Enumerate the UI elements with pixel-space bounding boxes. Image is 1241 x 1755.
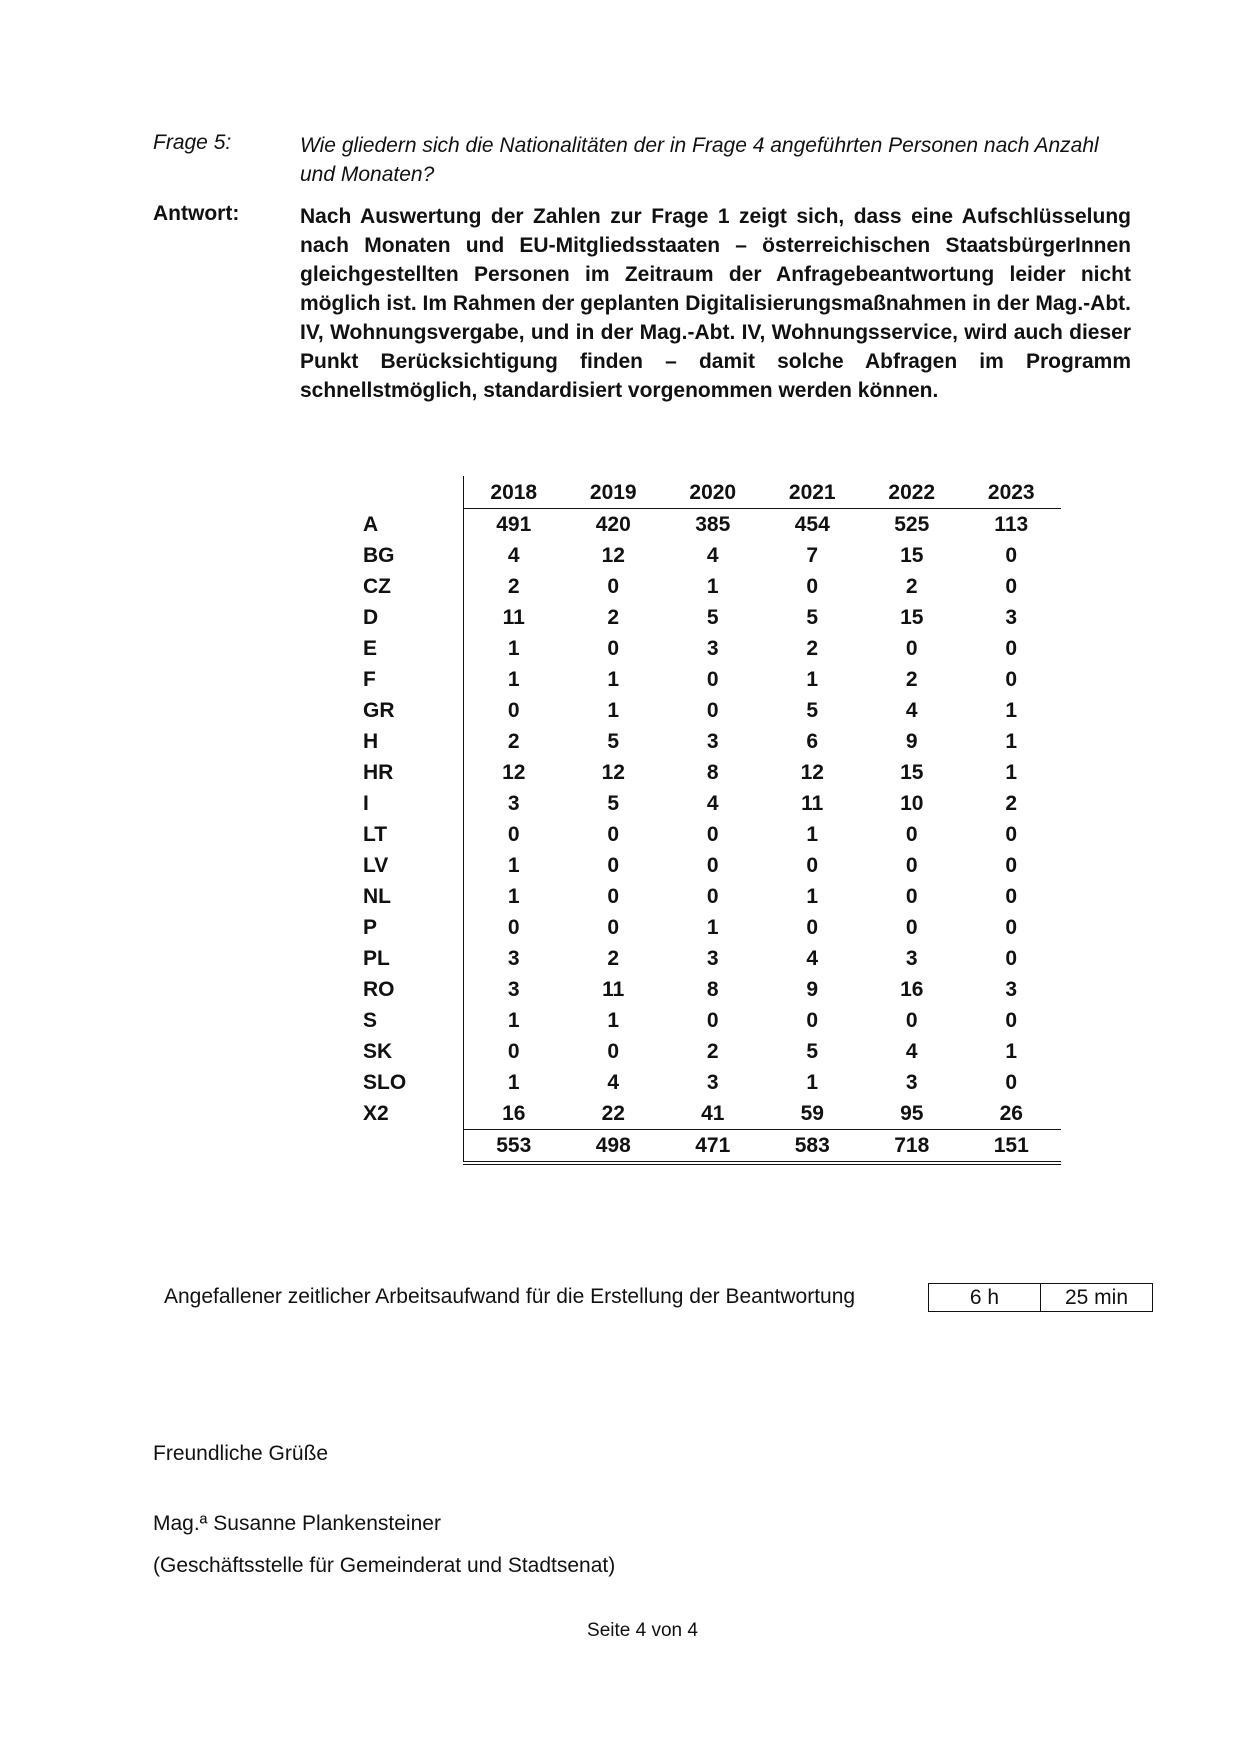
value-cell: 0 <box>806 854 819 877</box>
value-cell: 9 <box>905 730 918 753</box>
value-cell: 0 <box>607 823 620 846</box>
total-cell: 718 <box>862 1130 962 1164</box>
year-header: 2018 <box>464 476 564 509</box>
country-code-cell: D <box>363 606 379 629</box>
country-code-cell: GR <box>363 699 395 722</box>
value-cell: 1 <box>1005 1040 1018 1063</box>
value-cell: 0 <box>706 854 719 877</box>
value-cell: 3 <box>706 637 719 660</box>
value-cell: 0 <box>1005 575 1018 598</box>
table-row <box>355 540 1061 571</box>
value-cell: 0 <box>706 1009 719 1032</box>
table-row <box>355 912 1061 943</box>
effort-box <box>928 1283 1153 1312</box>
value-cell: 0 <box>464 912 564 943</box>
value-cell: 4 <box>706 544 719 567</box>
total-corner-cell <box>355 1130 464 1164</box>
signatory-office: (Geschäftsstelle für Gemeinderat und Stadtsenat) <box>153 1554 616 1577</box>
value-cell: 1 <box>806 823 819 846</box>
country-code-cell: PL <box>363 947 390 970</box>
value-cell: 0 <box>607 1040 620 1063</box>
country-code-cell: A <box>363 512 379 536</box>
value-cell: 0 <box>1005 947 1018 970</box>
table-row <box>355 633 1061 664</box>
value-cell: 5 <box>607 730 620 753</box>
value-cell: 1 <box>464 664 564 695</box>
value-cell: 0 <box>1005 544 1018 567</box>
signatory-name: Mag.ª Susanne Plankensteiner <box>153 1512 441 1535</box>
country-code-cell: LV <box>363 854 389 877</box>
value-cell: 0 <box>464 1036 564 1067</box>
table-row <box>355 943 1061 974</box>
value-cell: 0 <box>706 885 719 908</box>
value-cell: 1 <box>806 1071 819 1094</box>
total-cell: 498 <box>564 1130 664 1164</box>
table-row <box>355 509 1061 541</box>
value-cell: 0 <box>1005 637 1018 660</box>
value-cell: 11 <box>801 792 824 815</box>
value-cell: 0 <box>1005 668 1018 691</box>
table-corner-cell <box>355 476 464 509</box>
country-code-cell: SLO <box>363 1071 407 1094</box>
value-cell: 3 <box>706 1071 719 1094</box>
value-cell: 491 <box>464 509 564 541</box>
value-cell: 0 <box>706 699 719 722</box>
value-cell: 0 <box>806 1009 819 1032</box>
country-code-cell: RO <box>363 978 395 1001</box>
table-row <box>355 788 1061 819</box>
country-code-cell: S <box>363 1009 378 1032</box>
value-cell: 5 <box>607 792 620 815</box>
country-code-cell: SK <box>363 1040 393 1063</box>
nationality-table <box>355 476 1061 1165</box>
value-cell: 0 <box>706 668 719 691</box>
value-cell: 2 <box>905 575 918 598</box>
value-cell: 5 <box>706 606 719 629</box>
value-cell: 3 <box>464 943 564 974</box>
country-code-cell: HR <box>363 761 394 784</box>
value-cell: 454 <box>794 513 830 536</box>
country-code-cell: CZ <box>363 575 391 598</box>
value-cell: 0 <box>806 575 819 598</box>
value-cell: 4 <box>806 947 819 970</box>
value-cell: 12 <box>800 761 824 784</box>
table-row <box>355 819 1061 850</box>
value-cell: 0 <box>1005 823 1018 846</box>
value-cell: 2 <box>1005 792 1018 815</box>
table-row <box>355 850 1061 881</box>
total-cell: 471 <box>663 1130 763 1164</box>
country-code-cell: P <box>363 916 378 939</box>
value-cell: 2 <box>464 571 564 602</box>
value-cell: 11 <box>602 978 625 1001</box>
value-cell: 1 <box>607 1009 620 1032</box>
question-text: Wie gliedern sich die Nationalitäten der in Frage 4 angeführten Personen nach Anzahl und Monaten? <box>300 134 1099 186</box>
table-body <box>355 509 1061 1164</box>
value-cell: 0 <box>607 885 620 908</box>
value-cell: 0 <box>905 1009 918 1032</box>
year-header: 2022 <box>862 476 962 509</box>
value-cell: 0 <box>464 819 564 850</box>
value-cell: 7 <box>806 544 819 567</box>
value-cell: 15 <box>900 606 924 629</box>
value-cell: 0 <box>607 575 620 598</box>
value-cell: 1 <box>464 1005 564 1036</box>
page-number: Seite 4 von 4 <box>587 1620 698 1641</box>
value-cell: 420 <box>595 513 631 536</box>
value-cell: 2 <box>706 1040 719 1063</box>
value-cell: 26 <box>999 1102 1023 1125</box>
value-cell: 8 <box>706 761 719 784</box>
total-cell: 553 <box>464 1130 564 1164</box>
value-cell: 0 <box>607 916 620 939</box>
year-header: 2019 <box>564 476 664 509</box>
country-code-cell: NL <box>363 885 391 908</box>
value-cell: 2 <box>464 726 564 757</box>
table-row <box>355 695 1061 726</box>
value-cell: 2 <box>806 637 819 660</box>
value-cell: 16 <box>464 1098 564 1130</box>
value-cell: 1 <box>806 668 819 691</box>
value-cell: 5 <box>806 606 819 629</box>
value-cell: 6 <box>806 730 819 753</box>
total-cell: 151 <box>962 1130 1062 1164</box>
answer-label: Antwort: <box>153 202 240 225</box>
value-cell: 1 <box>1005 699 1018 722</box>
value-cell: 1 <box>607 699 620 722</box>
value-cell: 22 <box>601 1102 625 1125</box>
value-cell: 0 <box>464 695 564 726</box>
value-cell: 11 <box>464 602 564 633</box>
value-cell: 4 <box>464 540 564 571</box>
value-cell: 0 <box>806 916 819 939</box>
value-cell: 15 <box>900 761 924 784</box>
effort-hours: 6 h <box>969 1286 1000 1309</box>
value-cell: 3 <box>464 974 564 1005</box>
value-cell: 1 <box>464 881 564 912</box>
country-code-cell: X2 <box>363 1102 389 1126</box>
value-cell: 2 <box>607 947 620 970</box>
value-cell: 8 <box>706 978 719 1001</box>
value-cell: 5 <box>806 1040 819 1063</box>
table-row <box>355 881 1061 912</box>
value-cell: 2 <box>905 668 918 691</box>
table-row <box>355 757 1061 788</box>
value-cell: 0 <box>1005 916 1018 939</box>
table-row <box>355 1005 1061 1036</box>
value-cell: 1 <box>706 916 719 939</box>
value-cell: 12 <box>464 757 564 788</box>
value-cell: 113 <box>994 513 1029 536</box>
value-cell: 2 <box>607 606 620 629</box>
country-code-cell: LT <box>363 823 388 846</box>
value-cell: 525 <box>894 513 930 536</box>
value-cell: 1 <box>464 633 564 664</box>
value-cell: 1 <box>464 1067 564 1098</box>
value-cell: 0 <box>607 637 620 660</box>
country-code-cell: H <box>363 730 379 753</box>
value-cell: 5 <box>806 699 819 722</box>
value-cell: 3 <box>464 788 564 819</box>
table-row <box>355 664 1061 695</box>
value-cell: 95 <box>900 1102 924 1125</box>
country-code-cell: E <box>363 637 378 660</box>
question-label: Frage 5: <box>153 131 232 154</box>
value-cell: 9 <box>806 978 819 1001</box>
country-code-cell: I <box>363 792 369 815</box>
value-cell: 1 <box>1005 761 1018 784</box>
value-cell: 41 <box>701 1102 725 1125</box>
year-header: 2023 <box>962 476 1062 509</box>
value-cell: 3 <box>905 947 918 970</box>
value-cell: 0 <box>1005 854 1018 877</box>
value-cell: 0 <box>1005 885 1018 908</box>
value-cell: 1 <box>464 850 564 881</box>
table-row <box>355 974 1061 1005</box>
value-cell: 12 <box>601 761 625 784</box>
table-header-row <box>355 476 1061 509</box>
table-row <box>355 1067 1061 1098</box>
answer-text: Nach Auswertung der Zahlen zur Frage 1 zeigt sich, dass eine Aufschlüsselung nach Monaten und EU-Mitgliedsstaaten – österreichischen StaatsbürgerInnen gleichgestellten Personen im Zeitraum der Anfragebeantwortung leider nicht möglich ist. Im Rahmen der geplanten Digitalisierungsmaßnahmen in der Mag.-Abt. IV, Wohnungsvergabe, und in der Mag.-Abt. IV, Wohnungsservice, wird auch dieser Punkt Berücksichtigung finden – damit solche Abfragen im Programm schnellstmöglich, standardisiert vorgenommen werden können. <box>300 205 1131 402</box>
value-cell: 0 <box>905 885 918 908</box>
table-row <box>355 1036 1061 1067</box>
value-cell: 4 <box>706 792 719 815</box>
value-cell: 0 <box>1005 1009 1018 1032</box>
value-cell: 1 <box>706 575 719 598</box>
effort-label: Angefallener zeitlicher Arbeitsaufwand für die Erstellung der Beantwortung <box>164 1285 856 1308</box>
effort-minutes: 25 min <box>1040 1284 1152 1311</box>
value-cell: 0 <box>905 854 918 877</box>
value-cell: 4 <box>607 1071 620 1094</box>
value-cell: 0 <box>905 823 918 846</box>
value-cell: 1 <box>1005 730 1018 753</box>
value-cell: 3 <box>706 947 719 970</box>
value-cell: 0 <box>706 823 719 846</box>
value-cell: 4 <box>905 1040 918 1063</box>
value-cell: 3 <box>706 730 719 753</box>
table-row <box>355 726 1061 757</box>
value-cell: 385 <box>695 513 731 536</box>
table-row <box>355 1098 1061 1130</box>
value-cell: 3 <box>1005 978 1018 1001</box>
year-header: 2021 <box>763 476 863 509</box>
value-cell: 16 <box>900 978 924 1001</box>
value-cell: 0 <box>1005 1071 1018 1094</box>
country-code-cell: BG <box>363 544 395 567</box>
value-cell: 12 <box>601 544 625 567</box>
table-row <box>355 602 1061 633</box>
value-cell: 15 <box>900 544 924 567</box>
total-cell: 583 <box>763 1130 863 1164</box>
table-total-row <box>355 1130 1061 1164</box>
value-cell: 0 <box>607 854 620 877</box>
value-cell: 10 <box>900 792 924 815</box>
value-cell: 1 <box>806 885 819 908</box>
value-cell: 3 <box>905 1071 918 1094</box>
value-cell: 0 <box>905 916 918 939</box>
value-cell: 1 <box>607 668 620 691</box>
value-cell: 4 <box>905 699 918 722</box>
country-code-cell: F <box>363 668 376 691</box>
year-header: 2020 <box>663 476 763 509</box>
greeting: Freundliche Grüße <box>153 1442 329 1465</box>
value-cell: 0 <box>905 637 918 660</box>
value-cell: 59 <box>800 1102 824 1125</box>
value-cell: 3 <box>1005 606 1018 629</box>
table-row <box>355 571 1061 602</box>
